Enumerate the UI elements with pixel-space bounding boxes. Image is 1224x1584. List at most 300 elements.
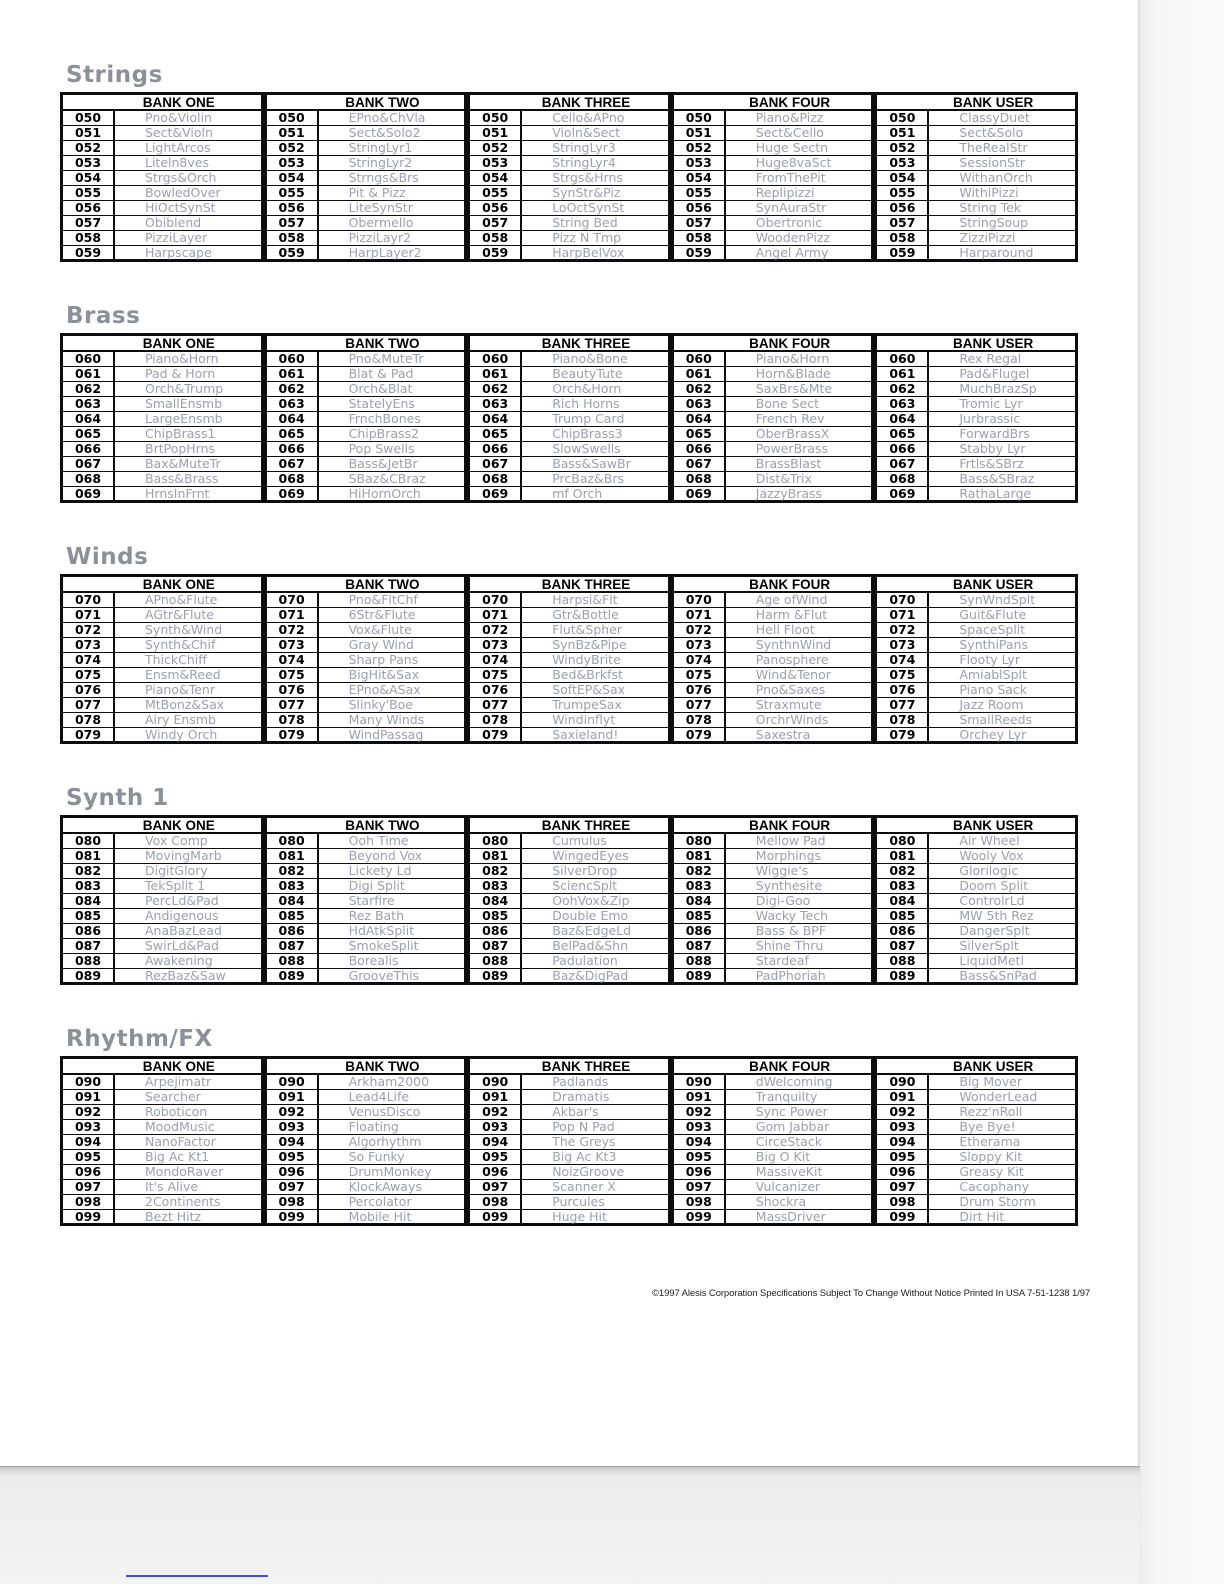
table-row: [877, 653, 1075, 668]
table-row: [674, 969, 872, 983]
program-name: Sect&Solo: [959, 126, 1024, 140]
program-number: 075: [877, 668, 929, 682]
table-row: [267, 457, 465, 472]
program-number: 054: [267, 171, 319, 185]
program-name: SoftEP&Sax: [552, 683, 626, 697]
table-row: [877, 216, 1075, 231]
program-name: Bass&SawBr: [552, 457, 631, 471]
program-number: 053: [674, 156, 726, 170]
program-number: 076: [877, 683, 929, 697]
table-row: [674, 457, 872, 472]
table-row: [674, 111, 872, 126]
program-name: Glorilogic: [959, 864, 1019, 878]
table-row: [877, 126, 1075, 141]
program-number: 090: [674, 1075, 726, 1089]
table-row: [877, 382, 1075, 397]
program-number: 054: [63, 171, 115, 185]
bank-table-bank-three: [467, 92, 671, 262]
program-number: 064: [63, 412, 115, 426]
table-row: [470, 111, 668, 126]
bank-header: BANK THREE: [470, 577, 668, 593]
program-number: 054: [674, 171, 726, 185]
program-number: 060: [877, 352, 929, 366]
program-number: 055: [877, 186, 929, 200]
table-row: [267, 698, 465, 713]
table-row: [674, 397, 872, 412]
bank-header: BANK USER: [877, 577, 1075, 593]
program-name: Sloppy Kit: [959, 1150, 1023, 1164]
table-row: [877, 638, 1075, 653]
program-name: SilverDrop: [552, 864, 618, 878]
program-number: 078: [63, 713, 115, 727]
program-name: Saxestra: [755, 728, 811, 742]
table-row: [63, 1210, 261, 1224]
program-number: 091: [267, 1090, 319, 1104]
program-name: Beyond Vox: [348, 849, 422, 863]
program-number: 056: [877, 201, 929, 215]
table-row: [267, 668, 465, 683]
program-number: 099: [267, 1210, 319, 1224]
bank-tables: [60, 333, 1078, 503]
program-number: 086: [470, 924, 522, 938]
program-name: SciencSplt: [552, 879, 618, 893]
table-row: [267, 969, 465, 983]
table-row: [267, 397, 465, 412]
program-name: SynWndSplt: [959, 593, 1036, 607]
table-row: [267, 864, 465, 879]
table-row: [267, 382, 465, 397]
bank-header: BANK FOUR: [674, 95, 872, 111]
program-name: PowerBrass: [755, 442, 828, 456]
program-number: 093: [267, 1120, 319, 1134]
table-row: [470, 713, 668, 728]
program-number: 080: [877, 834, 929, 848]
table-row: [63, 1135, 261, 1150]
program-number: 094: [63, 1135, 115, 1149]
program-number: 067: [674, 457, 726, 471]
program-number: 059: [267, 246, 319, 260]
program-name: Wiggie's: [755, 864, 809, 878]
program-number: 064: [267, 412, 319, 426]
table-row: [877, 1150, 1075, 1165]
program-number: 082: [674, 864, 726, 878]
program-name: Cello&APno: [552, 111, 625, 125]
table-row: [63, 1090, 261, 1105]
program-name: So Funky: [348, 1150, 405, 1164]
program-name: StringLyr1: [348, 141, 413, 155]
program-name: Saxieland!: [552, 728, 619, 742]
program-name: MovingMarb: [145, 849, 222, 863]
program-name: FrnchBones: [348, 412, 421, 426]
program-name: Padulation: [552, 954, 618, 968]
table-row: [63, 231, 261, 246]
program-name: Tranquilty: [755, 1090, 818, 1104]
program-number: 071: [470, 608, 522, 622]
program-name: Padlands: [552, 1075, 609, 1089]
table-row: [470, 593, 668, 608]
bank-table-bank-three: [467, 1056, 671, 1226]
table-row: [877, 1180, 1075, 1195]
program-name: Starfire: [348, 894, 395, 908]
program-number: 087: [63, 939, 115, 953]
program-name: DigitGlory: [145, 864, 208, 878]
program-number: 081: [63, 849, 115, 863]
table-row: [470, 382, 668, 397]
program-number: 076: [470, 683, 522, 697]
table-row: [877, 939, 1075, 954]
bank-table-bank-two: [264, 574, 468, 744]
table-row: [63, 382, 261, 397]
table-row: [877, 879, 1075, 894]
program-name: SessionStr: [959, 156, 1026, 170]
table-row: [267, 1135, 465, 1150]
table-row: [63, 367, 261, 382]
program-name: Dist&Trix: [755, 472, 812, 486]
program-number: 088: [877, 954, 929, 968]
program-number: 073: [63, 638, 115, 652]
program-name: Purcules: [552, 1195, 605, 1209]
bank-header: BANK FOUR: [674, 577, 872, 593]
section-title: Synth 1: [66, 785, 169, 811]
program-number: 085: [267, 909, 319, 923]
program-number: 098: [267, 1195, 319, 1209]
table-row: [470, 1195, 668, 1210]
program-name: OohVox&Zip: [552, 894, 630, 908]
program-number: 097: [674, 1180, 726, 1194]
program-number: 073: [877, 638, 929, 652]
program-number: 082: [267, 864, 319, 878]
program-number: 053: [63, 156, 115, 170]
table-row: [63, 216, 261, 231]
table-row: [877, 352, 1075, 367]
program-number: 080: [674, 834, 726, 848]
program-name: Pad&Flugel: [959, 367, 1030, 381]
bank-header: BANK ONE: [63, 818, 261, 834]
table-row: [267, 126, 465, 141]
program-name: Morphings: [755, 849, 822, 863]
program-number: 067: [470, 457, 522, 471]
program-name: Arpejimatr: [145, 1075, 212, 1089]
table-row: [470, 156, 668, 171]
table-row: [674, 864, 872, 879]
program-name: Lickety Ld: [348, 864, 412, 878]
table-row: [674, 231, 872, 246]
program-name: Rezz'nRoll: [959, 1105, 1023, 1119]
program-name: Flooty Lyr: [959, 653, 1020, 667]
bank-header: BANK TWO: [267, 577, 465, 593]
table-row: [63, 246, 261, 260]
program-name: MassDriver: [755, 1210, 826, 1224]
table-row: [267, 141, 465, 156]
table-row: [63, 668, 261, 683]
program-number: 078: [267, 713, 319, 727]
program-number: 074: [674, 653, 726, 667]
program-name: Bass&JetBr: [348, 457, 418, 471]
program-number: 096: [877, 1165, 929, 1179]
program-number: 087: [877, 939, 929, 953]
table-row: [674, 367, 872, 382]
program-name: Arkham2000: [348, 1075, 430, 1089]
table-row: [877, 668, 1075, 683]
program-name: Ensm&Reed: [145, 668, 221, 682]
program-name: Piano&Tenr: [145, 683, 215, 697]
program-number: 071: [267, 608, 319, 622]
program-name: SynBz&Pipe: [552, 638, 627, 652]
program-name: LiquidMetl: [959, 954, 1024, 968]
program-number: 062: [63, 382, 115, 396]
program-name: Sync Power: [755, 1105, 828, 1119]
table-row: [674, 1090, 872, 1105]
table-row: [63, 126, 261, 141]
table-row: [674, 412, 872, 427]
bank-table-bank-four: [671, 92, 875, 262]
program-number: 066: [674, 442, 726, 456]
table-row: [877, 156, 1075, 171]
program-name: MoodMusic: [145, 1120, 215, 1134]
table-row: [877, 1195, 1075, 1210]
program-number: 053: [877, 156, 929, 170]
program-number: 096: [63, 1165, 115, 1179]
table-row: [674, 442, 872, 457]
program-name: StatelyEns: [348, 397, 415, 411]
table-row: [63, 909, 261, 924]
table-row: [877, 367, 1075, 382]
table-row: [674, 939, 872, 954]
bank-header: BANK USER: [877, 818, 1075, 834]
program-number: 067: [267, 457, 319, 471]
program-name: Pno&FltChf: [348, 593, 418, 607]
bank-table-bank-user: [874, 92, 1078, 262]
program-number: 096: [470, 1165, 522, 1179]
table-row: [674, 1075, 872, 1090]
program-name: PrcBaz&Brs: [552, 472, 625, 486]
table-row: [877, 593, 1075, 608]
table-row: [267, 954, 465, 969]
program-name: Synthesite: [755, 879, 823, 893]
table-row: [267, 427, 465, 442]
table-row: [63, 412, 261, 427]
section-title: Rhythm/FX: [66, 1026, 213, 1052]
bank-tables: [60, 574, 1078, 744]
program-number: 057: [674, 216, 726, 230]
program-number: 070: [877, 593, 929, 607]
program-name: LightArcos: [145, 141, 211, 155]
table-row: [470, 352, 668, 367]
page-bottom-shadow: [0, 1466, 1140, 1584]
program-number: 090: [877, 1075, 929, 1089]
table-row: [63, 638, 261, 653]
table-row: [877, 231, 1075, 246]
table-row: [877, 457, 1075, 472]
table-row: [63, 1105, 261, 1120]
table-row: [267, 171, 465, 186]
table-row: [877, 1120, 1075, 1135]
program-name: Wacky Tech: [755, 909, 829, 923]
program-number: 080: [267, 834, 319, 848]
bank-header: BANK USER: [877, 1059, 1075, 1075]
program-name: Strngs&Brs: [348, 171, 419, 185]
program-name: Tromic Lyr: [959, 397, 1023, 411]
program-name: dWelcoming: [755, 1075, 833, 1089]
table-row: [63, 487, 261, 501]
table-row: [470, 231, 668, 246]
table-row: [674, 1135, 872, 1150]
table-row: [470, 1210, 668, 1224]
table-row: [63, 427, 261, 442]
program-number: 088: [63, 954, 115, 968]
program-number: 055: [63, 186, 115, 200]
program-number: 098: [470, 1195, 522, 1209]
table-row: [267, 201, 465, 216]
program-name: Huge Sectn: [755, 141, 829, 155]
program-name: HiHornOrch: [348, 487, 421, 501]
program-number: 080: [63, 834, 115, 848]
program-name: Pad & Horn: [145, 367, 216, 381]
program-name: Rich Horns: [552, 397, 620, 411]
program-name: Harm &Flut: [755, 608, 828, 622]
program-name: PizziLayer: [145, 231, 208, 245]
program-number: 074: [267, 653, 319, 667]
table-row: [470, 1165, 668, 1180]
program-name: Synth&Wind: [145, 623, 223, 637]
bank-header: BANK ONE: [63, 577, 261, 593]
program-number: 073: [267, 638, 319, 652]
program-name: It's Alive: [145, 1180, 199, 1194]
program-number: 067: [877, 457, 929, 471]
table-row: [63, 397, 261, 412]
program-number: 086: [877, 924, 929, 938]
table-row: [674, 713, 872, 728]
table-row: [63, 834, 261, 849]
table-row: [674, 472, 872, 487]
table-row: [63, 201, 261, 216]
program-name: Cumulus: [552, 834, 607, 848]
table-row: [267, 939, 465, 954]
program-number: 061: [470, 367, 522, 381]
program-name: Stardeaf: [755, 954, 809, 968]
program-name: Double Emo: [552, 909, 629, 923]
program-number: 068: [470, 472, 522, 486]
program-name: StringLyr3: [552, 141, 616, 155]
program-number: 079: [877, 728, 929, 742]
table-row: [267, 608, 465, 623]
table-row: [470, 1090, 668, 1105]
program-number: 088: [674, 954, 726, 968]
program-number: 084: [470, 894, 522, 908]
table-row: [674, 683, 872, 698]
program-number: 076: [267, 683, 319, 697]
program-name: OberBrassX: [755, 427, 830, 441]
program-number: 088: [267, 954, 319, 968]
table-row: [63, 1120, 261, 1135]
program-name: GrooveThis: [348, 969, 420, 983]
program-number: 065: [674, 427, 726, 441]
program-name: Huge Hit: [552, 1210, 607, 1224]
program-name: EPno&ASax: [348, 683, 421, 697]
bank-header: BANK ONE: [63, 95, 261, 111]
table-row: [674, 909, 872, 924]
table-row: [470, 397, 668, 412]
table-row: [877, 698, 1075, 713]
table-row: [674, 924, 872, 939]
table-row: [63, 171, 261, 186]
program-number: 057: [267, 216, 319, 230]
bank-table-bank-four: [671, 574, 875, 744]
table-row: [267, 367, 465, 382]
bank-header: BANK FOUR: [674, 818, 872, 834]
program-name: BeautyTute: [552, 367, 623, 381]
table-row: [267, 1165, 465, 1180]
program-name: ChipBrass1: [145, 427, 216, 441]
table-row: [674, 382, 872, 397]
program-number: 094: [674, 1135, 726, 1149]
program-number: 081: [674, 849, 726, 863]
table-row: [63, 1075, 261, 1090]
program-name: Piano&Horn: [145, 352, 219, 366]
program-name: Ooh Time: [348, 834, 409, 848]
program-number: 076: [674, 683, 726, 697]
table-row: [470, 472, 668, 487]
bank-tables: [60, 815, 1078, 985]
program-name: Orch&Horn: [552, 382, 622, 396]
program-name: Liteln8ves: [145, 156, 209, 170]
program-name: Digi Split: [348, 879, 405, 893]
table-row: [470, 608, 668, 623]
table-row: [674, 487, 872, 501]
program-name: Airy Ensmb: [145, 713, 216, 727]
table-row: [674, 668, 872, 683]
table-row: [267, 653, 465, 668]
bank-table-bank-one: [60, 333, 264, 503]
table-row: [674, 653, 872, 668]
program-number: 090: [267, 1075, 319, 1089]
bank-table-bank-one: [60, 574, 264, 744]
program-name: BrassBlast: [755, 457, 822, 471]
program-name: Pop N Pad: [552, 1120, 615, 1134]
program-name: StringLyr4: [552, 156, 616, 170]
program-name: VenusDisco: [348, 1105, 421, 1119]
program-name: Sharp Pans: [348, 653, 419, 667]
program-name: Dirt Hit: [959, 1210, 1005, 1224]
program-name: 2Continents: [145, 1195, 221, 1209]
program-number: 075: [267, 668, 319, 682]
program-name: CirceStack: [755, 1135, 823, 1149]
program-name: Rex Regal: [959, 352, 1022, 366]
program-number: 089: [267, 969, 319, 983]
program-name: Lead4Life: [348, 1090, 410, 1104]
table-row: [267, 216, 465, 231]
table-row: [470, 668, 668, 683]
bank-header: BANK TWO: [267, 1059, 465, 1075]
program-number: 092: [63, 1105, 115, 1119]
program-name: Orch&Blat: [348, 382, 413, 396]
program-name: SlowSwells: [552, 442, 621, 456]
table-row: [674, 1150, 872, 1165]
program-number: 089: [470, 969, 522, 983]
program-number: 092: [877, 1105, 929, 1119]
program-number: 093: [674, 1120, 726, 1134]
program-number: 071: [877, 608, 929, 622]
program-name: Gray Wind: [348, 638, 414, 652]
program-name: TheRealStr: [959, 141, 1028, 155]
table-row: [63, 728, 261, 742]
program-name: ForwardBrs: [959, 427, 1030, 441]
table-row: [63, 186, 261, 201]
program-number: 070: [63, 593, 115, 607]
table-row: [267, 909, 465, 924]
program-number: 069: [267, 487, 319, 501]
program-number: 078: [674, 713, 726, 727]
